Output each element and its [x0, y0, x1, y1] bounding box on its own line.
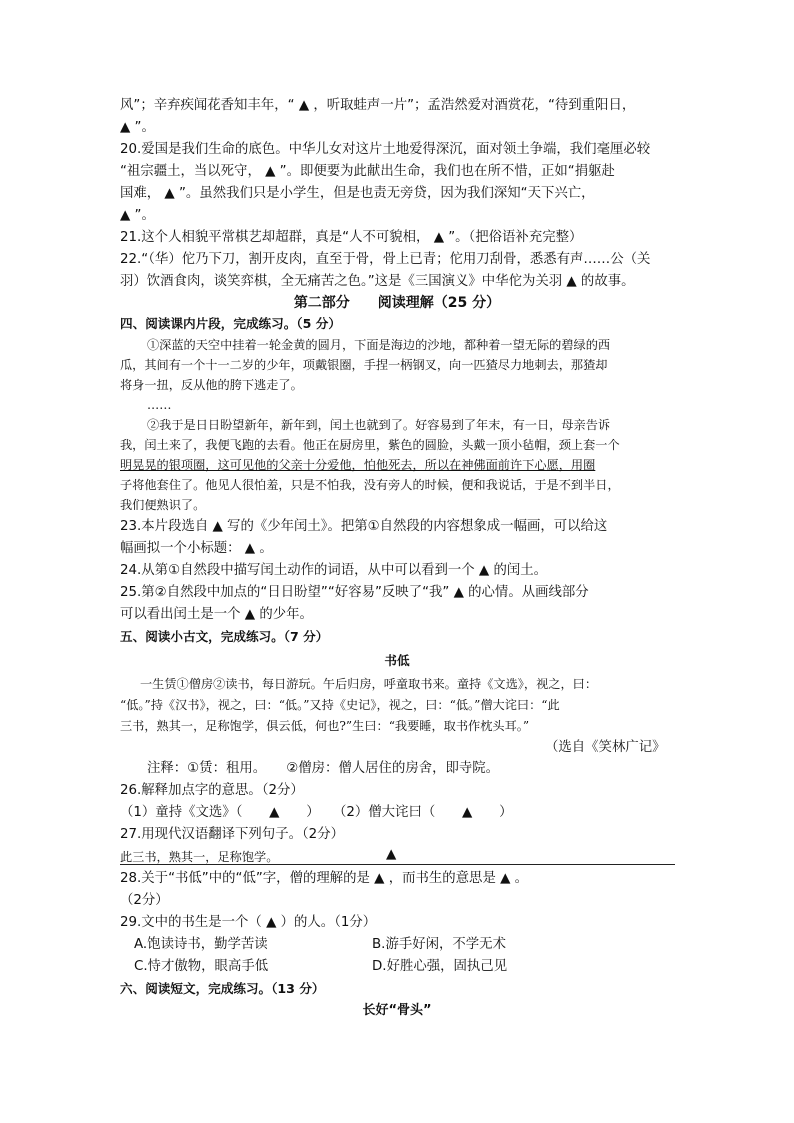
question-26: 26.解释加点字的意思。（2分）	[120, 783, 304, 798]
text-line: “祖宗疆土，当以死守， ▲ ”。即便要为此献出生命，我们也在所不惜，正如“捐躯赴	[120, 164, 615, 179]
story-line: 三书，熟其一，足称饱学，俱云低，何也?”生曰：“我要睡，取书作枕头耳。”	[120, 719, 530, 733]
question-21: 21.这个人相貌平常棋艺却超群，真是“人不可貌相， ▲ ”。（把俗语补充完整）	[120, 230, 583, 245]
text-line: 幅画拟一个小标题： ▲ 。	[120, 541, 273, 556]
text-line: ▲ ”。	[120, 208, 155, 223]
story-source: （选自《笑林广记》	[545, 740, 666, 755]
text-line: 羽）饮酒食肉，谈笑弈棋，全无痛苦之色。”这是《三国演义》中华佗为关羽 ▲ 的故事。	[120, 274, 635, 289]
part2-title: 第二部分 阅读理解（25 分）	[293, 295, 501, 311]
question-28: 28.关于“书低”中的“低”字，僧的理解的是 ▲ ，而书生的意思是 ▲ 。	[120, 871, 529, 886]
text-line: ▲ ”。	[120, 120, 155, 135]
passage-line: 子将他套住了。他见人很怕羞，只是不怕我，没有旁人的时候，便和我说话，于是不到半日，	[120, 478, 620, 492]
text-line: 风”；辛弃疾闻花香知丰年，“ ▲ ，听取蛙声一片”；孟浩然爱对酒赏花，“待到重阳日，	[120, 98, 636, 113]
passage-line: 我们便熟识了。	[120, 498, 206, 512]
option-c: C.恃才傲物，眼高手低	[134, 959, 269, 974]
option-b: B.游手好闲，不学无术	[372, 937, 506, 952]
section5-heading: 五、阅读小古文，完成练习。（7 分）	[120, 629, 329, 644]
text-line: 可以看出闰土是一个 ▲ 的少年。	[120, 607, 313, 622]
question-25: 25.第②自然段中加点的“日日盼望”“好容易”反映了“我” ▲ 的心情。从画线部分	[120, 585, 589, 600]
question-22: 22.“（华）佗乃下刀，割开皮肉，直至于骨，骨上已青；佗用刀刮骨，悉悉有声……公（关	[120, 252, 651, 267]
translate-sentence: 此三书，熟其一，足称饱学。	[120, 850, 279, 864]
text-line: （2分）	[120, 893, 169, 908]
question-23: 23.本片段选自 ▲ 写的《少年闰土》。把第①自然段的内容想象成一幅画，可以给这	[120, 519, 608, 534]
question-24: 24.从第①自然段中描写闰土动作的词语，从中可以看到一个 ▲ 的闰土。	[120, 563, 548, 578]
underlined-passage-line: 明晃晃的银项圈，这可见他的父亲十分爱他，怕他死去，所以在神佛面前许下心愿，用圈	[120, 458, 596, 472]
story-line: 一生赁①僧房②读书，每日游玩。午后归房，呼童取书来。童持《文选》，视之，曰：	[140, 677, 598, 691]
question-26-items: （1）童持《文选》（ ▲ ） （2）僧大诧曰（ ▲ ）	[120, 805, 513, 820]
answer-line	[120, 864, 675, 865]
passage-line: 将身一扭，反从他的胯下逃走了。	[120, 378, 303, 392]
option-d: D.好胜心强，固执己见	[372, 959, 508, 974]
story-line: “低。”持《汉书》，视之，曰：“低。”又持《史记》，视之，曰：“低。”僧大诧曰：“此	[120, 698, 560, 712]
passage-line: ②我于是日日盼望新年，新年到，闰土也就到了。好容易到了年末，有一日，母亲告诉	[147, 418, 611, 432]
passage-line: 瓜，其间有一个十一二岁的少年，项戴银圈，手捏一柄钢叉，向一匹猹尽力地刺去，那猹却	[120, 358, 608, 372]
article-title: 长好“骨头”	[362, 1003, 432, 1018]
story-title: 书低	[384, 653, 410, 668]
annotation: 注释：①赁：租用。 ②僧房：僧人居住的房舍，即寺院。	[147, 761, 500, 776]
section4-heading: 四、阅读课内片段，完成练习。（5 分）	[120, 316, 341, 331]
question-20: 20.爱国是我们生命的底色。中华儿女对这片土地爱得深沉，面对领土争端，我们毫厘必较	[120, 142, 651, 157]
option-a: A.饱读诗书，勤学苦读	[134, 937, 268, 952]
ellipsis: ……	[147, 398, 172, 412]
passage-line: 我，闰土来了，我便飞跑的去看。他正在厨房里，紫色的圆脸，头戴一顶小毡帽，颈上套一个	[120, 438, 620, 452]
text-line: 国难， ▲ ”。虽然我们只是小学生，但是也责无旁贷，因为我们深知“天下兴亡，	[120, 186, 595, 201]
section6-heading: 六、阅读短文，完成练习。（13 分）	[120, 981, 325, 996]
answer-marker: ▲	[386, 847, 397, 862]
passage-line: ①深蓝的天空中挂着一轮金黄的圆月，下面是海边的沙地，都种着一望无际的碧绿的西	[147, 338, 611, 352]
question-27: 27.用现代汉语翻译下列句子。（2分）	[120, 827, 344, 842]
question-29: 29.文中的书生是一个（ ▲ ）的人。（1分）	[120, 915, 377, 930]
